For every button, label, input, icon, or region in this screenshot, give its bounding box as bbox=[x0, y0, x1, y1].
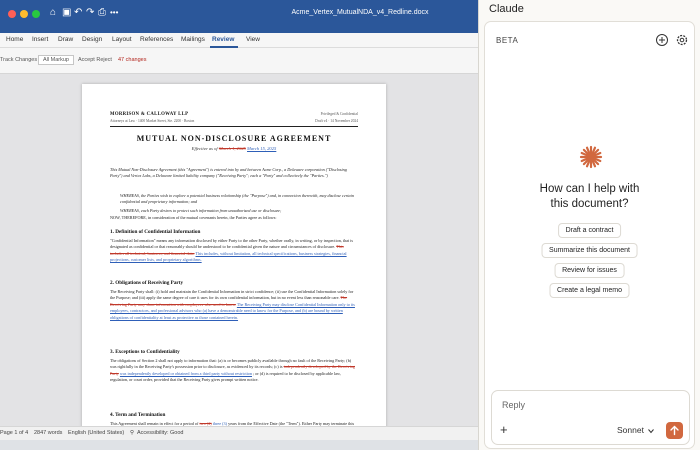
section-1-body bbox=[110, 238, 358, 271]
claude-starburst-icon bbox=[579, 145, 603, 169]
home-icon[interactable]: ⌂ bbox=[50, 7, 57, 18]
track-changes-button[interactable]: Track Changes bbox=[0, 57, 38, 63]
welcome-heading bbox=[485, 182, 694, 212]
accessibility-status[interactable]: Accessibility: Good bbox=[137, 430, 184, 436]
effective-prefix: Effective as of bbox=[191, 146, 218, 151]
zoom-window-button[interactable] bbox=[32, 10, 40, 18]
accept-reject-button[interactable]: Accept Reject bbox=[78, 57, 112, 63]
privileged-label: Privileged & Confidential bbox=[320, 112, 358, 116]
section-3-heading: 3. Exceptions to Confidentiality bbox=[110, 349, 180, 355]
desktop-strip bbox=[0, 440, 478, 450]
tracked-deletion[interactable]: March 1, 2025 bbox=[218, 146, 246, 151]
tab-home[interactable]: Home bbox=[6, 36, 24, 43]
tab-view[interactable]: View bbox=[246, 36, 260, 43]
whereas-paragraph-2: WHEREAS, each Party desires to protect such information from unauthorized use or disclosure; bbox=[120, 208, 282, 213]
tracked-deletion[interactable]: two (2) bbox=[199, 421, 212, 426]
tracked-deletion[interactable]: The Receiving Party may share information with employees who need to know. bbox=[110, 295, 348, 307]
tab-layout[interactable]: Layout bbox=[112, 36, 132, 43]
undo-icon[interactable]: ↶ bbox=[74, 7, 83, 18]
tracked-deletion[interactable]: This includes all technical, business, and financial data. bbox=[110, 244, 344, 256]
send-button[interactable] bbox=[666, 422, 683, 439]
ribbon-tabs bbox=[0, 33, 478, 48]
section-4-text-b: years from the Effective Date (the "Term"). Either Party may terminate this bbox=[228, 421, 355, 426]
agreement-title: MUTUAL NON-DISCLOSURE AGREEMENT bbox=[136, 134, 332, 143]
section-2-text: The Receiving Party shall: (i) hold and maintain the Confidential Information in strict confidence; (ii) use the Confidential Information solely for the Purpose; and (iii) apply the same degree of care it uses for its own confidential information, but in no event less than reasonable care. bbox=[110, 289, 354, 301]
tracked-insertion[interactable]: March 15, 2025 bbox=[247, 146, 277, 151]
suggestion-review-issues[interactable]: Review for issues bbox=[554, 263, 625, 278]
whereas-paragraph-1: WHEREAS, the Parties wish to explore a potential business relationship (the "Purpose") and, in connection therewith, may disclose certain confidential and proprietary information; and bbox=[120, 193, 354, 205]
chevron-down-icon[interactable] bbox=[648, 428, 654, 434]
section-2-body bbox=[110, 289, 358, 341]
document-canvas[interactable] bbox=[0, 74, 478, 426]
print-icon[interactable]: ⎙ bbox=[98, 7, 106, 18]
message-composer[interactable] bbox=[491, 390, 690, 445]
settings-icon[interactable] bbox=[675, 33, 689, 47]
tab-mailings[interactable]: Mailings bbox=[181, 36, 205, 43]
model-selector[interactable]: Sonnet bbox=[617, 425, 644, 435]
section-4-text-a: This Agreement shall remain in effect for a period of bbox=[110, 421, 199, 426]
suggestion-draft-contract[interactable]: Draft a contract bbox=[558, 223, 622, 238]
header-rule bbox=[110, 126, 358, 127]
word-titlebar bbox=[0, 0, 478, 33]
claude-panel bbox=[478, 0, 700, 450]
intro-paragraph: This Mutual Non-Disclosure Agreement (this "Agreement") is entered into by and between Acme Corp., a Delaware corporation ("Disclosing Party") and Vertex Labs, a Delaware limited liability company ("Receiving Party"; each a "Party" and collectively the "Parties.") bbox=[110, 167, 347, 179]
plus-icon[interactable]: + bbox=[500, 422, 508, 437]
tab-references[interactable]: References bbox=[140, 36, 174, 43]
section-3-body bbox=[110, 358, 358, 404]
tab-insert[interactable]: Insert bbox=[32, 36, 49, 43]
welcome-line-2: this document? bbox=[550, 198, 629, 210]
welcome-line-1: How can I help with bbox=[539, 183, 640, 195]
word-count[interactable]: 2847 words bbox=[34, 430, 63, 436]
new-chat-icon[interactable] bbox=[655, 33, 669, 47]
claude-chat-card bbox=[484, 21, 695, 449]
redo-icon[interactable]: ↷ bbox=[86, 7, 95, 18]
minimize-window-button[interactable] bbox=[20, 10, 28, 18]
section-4-heading: 4. Term and Termination bbox=[110, 412, 166, 418]
status-bar bbox=[0, 426, 478, 440]
section-1-text: "Confidential Information" means any information disclosed by either Party to the other Party, whether orally, in writing, or by inspection, that is designated as confidential or that reasonably should be understood to be confidential given the nature and circumstances of disclosure. bbox=[110, 238, 354, 250]
tracked-insertion[interactable]: This includes, without limitation, all technical specifications, business strategies, financial projections, customer lists, and proprietary algorithms. bbox=[110, 250, 347, 263]
tab-design[interactable]: Design bbox=[82, 36, 103, 43]
beta-badge: BETA bbox=[496, 36, 519, 45]
save-icon[interactable]: ▣ bbox=[62, 7, 72, 18]
accessibility-icon: ⚲ bbox=[130, 430, 135, 436]
page-indicator[interactable]: Page 1 of 4 bbox=[0, 430, 29, 436]
section-3-text-b: ; or (d) is required to be disclosed by applicable law, regulation, or court order, provided that the Receiving Party gives prompt written notice. bbox=[110, 370, 341, 383]
firm-address: Attorneys at Law · 1400 Market Street, Ste. 2200 · Boston bbox=[110, 119, 195, 123]
suggestion-legal-memo[interactable]: Create a legal memo bbox=[549, 283, 630, 298]
now-therefore-paragraph: NOW, THEREFORE, in consideration of the mutual covenants herein, the Parties agree as follows: bbox=[110, 215, 277, 220]
reply-input[interactable]: Reply bbox=[502, 400, 526, 410]
tracked-insertion[interactable]: The Receiving Party may disclose Confidential Information only to its employees, contractors, and professional advisors who (a) have a demonstrable need to know for the Purpose, and (b) are bound by written obligations of confidentiality at least as protective as those contained herein. bbox=[110, 301, 355, 320]
document-title: Acme_Vertex_MutualNDA_v4_Redline.docx bbox=[291, 9, 429, 16]
draft-label: Draft v4 · 14 November 2024 bbox=[315, 119, 358, 123]
markup-dropdown[interactable]: All Markup bbox=[38, 55, 74, 65]
tab-review[interactable]: Review bbox=[212, 36, 235, 43]
section-3-text-a: The obligations of Section 2 shall not apply to information that: (a) is or becomes publicly available through no fault of the Receiving Party; (b) was rightfully in the Receiving Party's possession prior to disclosure, as evidenced by its records; (c) is bbox=[110, 358, 352, 370]
tab-draw[interactable]: Draw bbox=[58, 36, 74, 43]
tracked-insertion[interactable]: three (3) bbox=[212, 421, 228, 426]
more-icon[interactable]: ••• bbox=[110, 8, 119, 17]
section-1-heading: 1. Definition of Confidential Information bbox=[110, 229, 201, 235]
send-arrow-icon bbox=[666, 422, 683, 439]
tracked-deletion[interactable]: independently developed by the Receiving Party bbox=[110, 364, 355, 376]
claude-app-title: Claude bbox=[489, 3, 524, 15]
changes-count: 47 changes bbox=[118, 57, 147, 63]
review-ribbon bbox=[0, 48, 478, 74]
tracked-insertion[interactable]: was independently developed or obtained from a third party without restriction bbox=[119, 370, 252, 376]
close-window-button[interactable] bbox=[8, 10, 16, 18]
firm-name: MORRISON & CALLOWAY LLP bbox=[110, 112, 189, 117]
document-page[interactable] bbox=[82, 84, 386, 426]
section-2-heading: 2. Obligations of Receiving Party bbox=[110, 280, 184, 286]
suggestion-summarize-document[interactable]: Summarize this document bbox=[541, 243, 638, 258]
effective-date bbox=[82, 146, 386, 151]
language-indicator[interactable]: English (United States) bbox=[68, 430, 125, 436]
